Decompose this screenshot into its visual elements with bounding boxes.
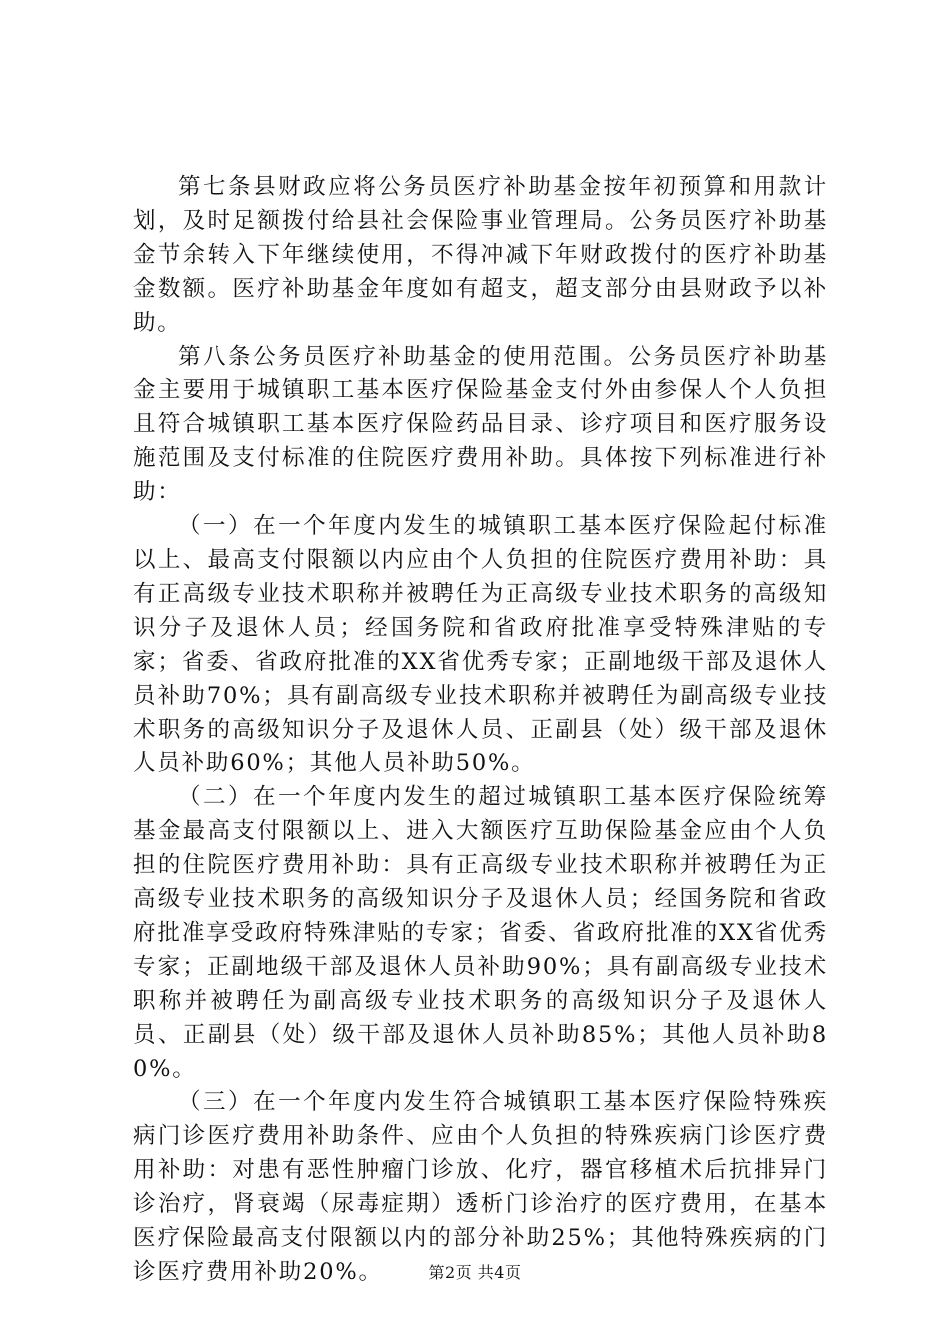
document-body [133, 171, 828, 1290]
paragraph-article-8: 第八条公务员医疗补助基金的使用范围。公务员医疗补助基金主要用于城镇职工基本医疗保险基金支付外由参保人个人负担且符合城镇职工基本医疗保险药品目录、诊疗项目和医疗服务设施范围及支付标准的住院医疗费用补助。具体按下列标准进行补助： [133, 343, 828, 506]
page-number-footer: 第2页 共4页 [428, 1263, 522, 1282]
paragraph-item-3: （三）在一个年度内发生符合城镇职工基本医疗保险特殊疾病门诊医疗费用补助条件、应由个人负担的特殊疾病门诊医疗费用补助：对患有恶性肿瘤门诊放、化疗，器官移植术后抗排异门诊治疗，肾衰竭（尿毒症期）透析门诊治疗的医疗费用，在基本医疗保险最高支付限额以内的部分补助25%；其他特殊疾病的门诊医疗费用补助20%。 [133, 1089, 828, 1285]
paragraph-article-7: 第七条县财政应将公务员医疗补助基金按年初预算和用款计划，及时足额拨付给县社会保险事业管理局。公务员医疗补助基金节余转入下年继续使用，不得冲减下年财政拨付的医疗补助基金数额。医疗补助基金年度如有超支，超支部分由县财政予以补助。 [133, 174, 828, 336]
paragraph-item-2: （二）在一个年度内发生的超过城镇职工基本医疗保险统筹基金最高支付限额以上、进入大额医疗互助保险基金应由个人负担的住院医疗费用补助：具有正高级专业技术职称并被聘任为正高级专业技术职务的高级知识分子及退休人员；经国务院和省政府批准享受政府特殊津贴的专家；省委、省政府批准的XX省优秀专家；正副地级干部及退休人员补助90%；具有副高级专业技术职称并被聘任为副高级专业技术职务的高级知识分子及退休人员、正副县（处）级干部及退休人员补助85%；其他人员补助80%。 [133, 784, 828, 1082]
paragraph-item-1: （一）在一个年度内发生的城镇职工基本医疗保险起付标准以上、最高支付限额以内应由个人负担的住院医疗费用补助：具有正高级专业技术职称并被聘任为正高级专业技术职务的高级知识分子及退休人员；经国务院和省政府批准享受特殊津贴的专家；省委、省政府批准的XX省优秀专家；正副地级干部及退休人员补助70%；具有副高级专业技术职称并被聘任为副高级专业技术职务的高级知识分子及退休人员、正副县（处）级干部及退休人员补助60%；其他人员补助50%。 [133, 513, 828, 777]
